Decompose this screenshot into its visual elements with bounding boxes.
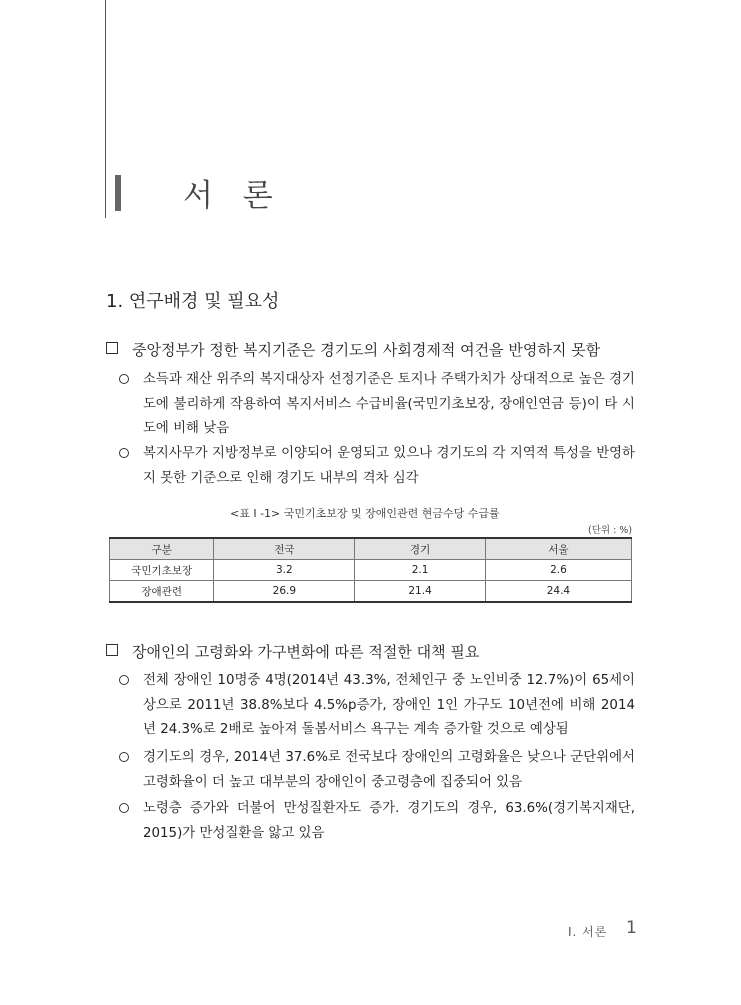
table-row: [110, 581, 632, 603]
table-cell: 26.9: [214, 581, 355, 603]
table-header-row: [110, 538, 632, 560]
list-item: [119, 442, 635, 491]
table-header-cell: 전국: [214, 538, 355, 560]
chapter-title: 서 론: [183, 178, 283, 214]
table-cell: 2.6: [485, 560, 631, 581]
chapter-divider-line: [105, 0, 106, 218]
table-header-cell: 구분: [110, 538, 214, 560]
table-cell: 국민기초보장: [110, 560, 214, 581]
square-bullet-icon: [106, 644, 118, 656]
circle-bullet-icon: [119, 374, 129, 384]
square-bullet-text: 장애인의 고령화와 가구변화에 따른 적절한 대책 필요: [132, 643, 480, 661]
list-item: [119, 368, 635, 442]
list-item: [119, 746, 635, 795]
square-bullet-2: [106, 641, 479, 662]
circle-bullet-icon: [119, 803, 129, 813]
square-bullet-1: [106, 339, 600, 360]
square-bullet-text: 중앙정부가 정한 복지기준은 경기도의 사회경제적 여건을 반영하지 못함: [132, 341, 601, 359]
list-item-text: 전체 장애인 10명중 4명(2014년 43.3%, 전체인구 중 노인비중 12.7%)이 65세이상으로 2011년 38.8%보다 4.5%p증가, 장애인 1인 가구도 10년전에 비해 2014년 24.3%로 2배로 높아져 돌봄서비스 욕구는 계속 증가할 것으로 예상됨: [143, 673, 635, 737]
table-caption: <표 Ⅰ -1> 국민기초보장 및 장애인관련 현금수당 수급률: [230, 507, 500, 520]
list-item: [119, 797, 635, 846]
table-header-cell: 서울: [485, 538, 631, 560]
table-header-cell: 경기: [355, 538, 486, 560]
circle-bullet-icon: [119, 752, 129, 762]
table-unit: (단위 : %): [588, 525, 633, 536]
table-cell: 3.2: [214, 560, 355, 581]
data-table: [109, 537, 632, 603]
page-number: 1: [626, 918, 637, 938]
table-cell: 장애관련: [110, 581, 214, 603]
list-item-text: 경기도의 경우, 2014년 37.6%로 전국보다 장애인의 고령화율은 낮으나 군단위에서 고령화율이 더 높고 대부분의 장애인이 중고령층에 집중되어 있음: [143, 750, 635, 790]
chapter-numeral-bar: [115, 175, 121, 211]
square-bullet-icon: [106, 342, 118, 354]
table-cell: 24.4: [485, 581, 631, 603]
table-row: [110, 560, 632, 581]
list-item-text: 복지사무가 지방정부로 이양되어 운영되고 있으나 경기도의 각 지역적 특성을 반영하지 못한 기준으로 인해 경기도 내부의 격차 심각: [143, 446, 635, 486]
circle-bullet-icon: [119, 675, 129, 685]
footer-chapter-label: Ⅰ. 서론: [568, 925, 608, 939]
circle-bullet-icon: [119, 448, 129, 458]
list-item-text: 소득과 재산 위주의 복지대상자 선정기준은 토지나 주택가치가 상대적으로 높은 경기도에 불리하게 작용하여 복지서비스 수급비율(국민기초보장, 장애인연금 등)이 타 시도에 비해 낮음: [143, 372, 635, 436]
table-cell: 2.1: [355, 560, 486, 581]
table-cell: 21.4: [355, 581, 486, 603]
list-item-text: 노령층 증가와 더불어 만성질환자도 증가. 경기도의 경우, 63.6%(경기복지재단, 2015)가 만성질환을 앓고 있음: [143, 801, 635, 841]
section-heading: 1. 연구배경 및 필요성: [106, 291, 280, 312]
list-item: [119, 669, 635, 743]
